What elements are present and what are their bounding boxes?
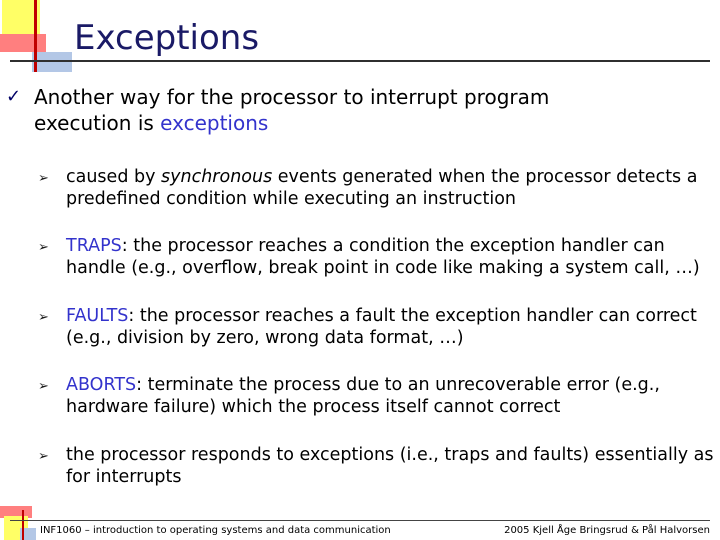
check-mark-icon: ✓ bbox=[6, 86, 22, 107]
sub-bullet-rest: : the processor reaches a fault the exception handler can correct (e.g., division by zero, wrong data format, …) bbox=[66, 306, 697, 348]
slide-title: Exceptions bbox=[74, 18, 260, 58]
arrow-bullet-icon: ➢ bbox=[38, 240, 49, 255]
footer-course: INF1060 – introduction to operating systems and data communication bbox=[40, 525, 391, 536]
arrow-bullet-icon: ➢ bbox=[38, 449, 49, 464]
sub-bullet-keyword: FAULTS bbox=[66, 306, 129, 326]
decoration-red-block bbox=[0, 34, 46, 52]
sub-bullet-text: the processor responds to exceptions (i.e., traps and faults) essentially as for interrupts bbox=[66, 445, 714, 487]
arrow-bullet-icon: ➢ bbox=[38, 379, 49, 394]
sub-bullet-rest: : the processor reaches a condition the exception handler can handle (e.g., overflow, break point in code like making a system call, …) bbox=[66, 236, 700, 278]
sub-bullet-text bbox=[66, 235, 718, 279]
sub-bullet-prefix: caused by bbox=[66, 167, 162, 187]
title-underline bbox=[10, 60, 710, 62]
footer-authors: 2005 Kjell Åge Bringsrud & Pål Halvorsen bbox=[504, 525, 710, 536]
sub-bullet-text bbox=[66, 166, 718, 210]
arrow-bullet-icon: ➢ bbox=[38, 310, 49, 325]
decoration-blue-block bbox=[32, 52, 72, 72]
sub-bullet-text bbox=[66, 374, 718, 418]
sub-bullet-text bbox=[66, 305, 718, 349]
main-bullet-accent: exceptions bbox=[160, 111, 269, 135]
main-bullet-text bbox=[34, 84, 604, 136]
sub-bullet-rest: events generated when the processor detects a predefined condition while executing an instruction bbox=[66, 167, 698, 209]
footer-divider bbox=[10, 520, 710, 521]
sub-bullet-keyword: ABORTS bbox=[66, 375, 137, 395]
sub-bullet-rest: : terminate the process due to an unrecoverable error (e.g., hardware failure) which the process itself cannot correct bbox=[66, 375, 660, 417]
arrow-bullet-icon: ➢ bbox=[38, 171, 49, 186]
sub-bullet-emphasis: synchronous bbox=[161, 167, 273, 187]
footer-decoration-line bbox=[22, 510, 24, 540]
sub-bullet-keyword: TRAPS bbox=[66, 236, 122, 256]
main-bullet-prefix: Another way for the processor to interrupt program execution is bbox=[34, 85, 550, 135]
